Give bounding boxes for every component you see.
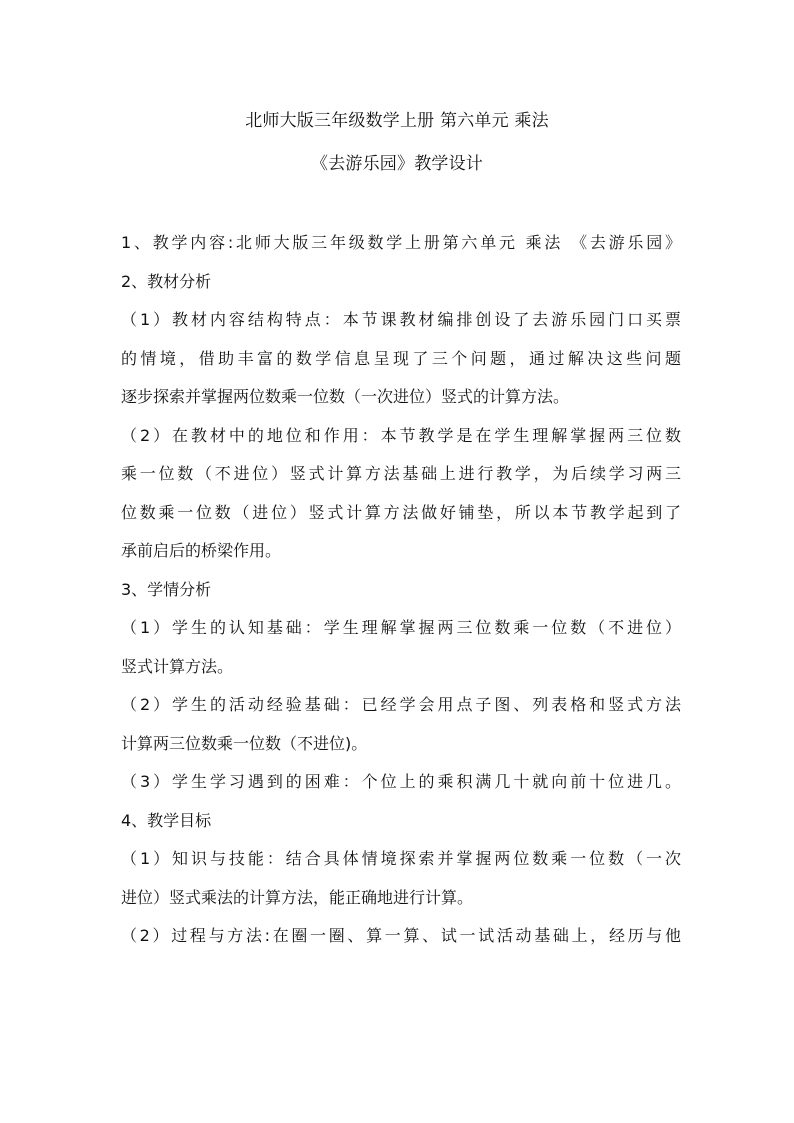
paragraph-line: 进位）竖式乘法的计算方法，能正确地进行计算。 [121,887,474,907]
paragraph-line: 承前启后的桥梁作用。 [121,541,282,560]
paragraph-line: 乘一位数（不进位）竖式计算方法基础上进行教学，为后续学习两三 [121,464,681,483]
paragraph-line: 竖式计算方法。 [121,656,234,676]
section-heading-teaching-goals: 4、教学目标 [121,810,212,830]
paragraph-line: （2）学生的活动经验基础：已经学会用点子图、列表格和竖式方法 [121,695,681,714]
section-heading-learner-analysis: 3、学情分析 [121,579,212,599]
document-body [121,224,681,956]
section-heading-content: 1、教学内容:北师大版三年级数学上册第六单元 乘法 《去游乐园》 [121,233,681,252]
paragraph-line: （3）学生学习遇到的困难：个位上的乘积满几十就向前十位进几。 [121,772,681,791]
paragraph-line: 的情境，借助丰富的数学信息呈现了三个问题，通过解决这些问题 [121,348,681,368]
paragraph-line: （2）在教材中的地位和作用：本节教学是在学生理解掌握两三位数 [121,425,681,445]
paragraph-line: （1）教材内容结构特点：本节课教材编排创设了去游乐园门口买票 [121,310,681,329]
paragraph-line: 逐步探索并掌握两位数乘一位数（一次进位）竖式的计算方法。 [121,387,570,406]
document-title: 北师大版三年级数学上册 第六单元 乘法 [245,111,549,131]
paragraph-line: 位数乘一位数（进位）竖式计算方法做好铺垫，所以本节教学起到了 [121,502,681,522]
paragraph-line: （2）过程与方法:在圈一圈、算一算、试一试活动基础上，经历与他 [121,926,681,945]
paragraph-line: （1）学生的认知基础：学生理解掌握两三位数乘一位数（不进位） [121,618,681,637]
paragraph-line: 计算两三位数乘一位数（不进位)。 [121,733,368,753]
paragraph-line: （1）知识与技能：结合具体情境探索并掌握两位数乘一位数（一次 [121,849,681,868]
section-heading-textbook-analysis: 2、教材分析 [121,271,212,291]
document-subtitle: 《去游乐园》教学设计 [311,154,483,174]
